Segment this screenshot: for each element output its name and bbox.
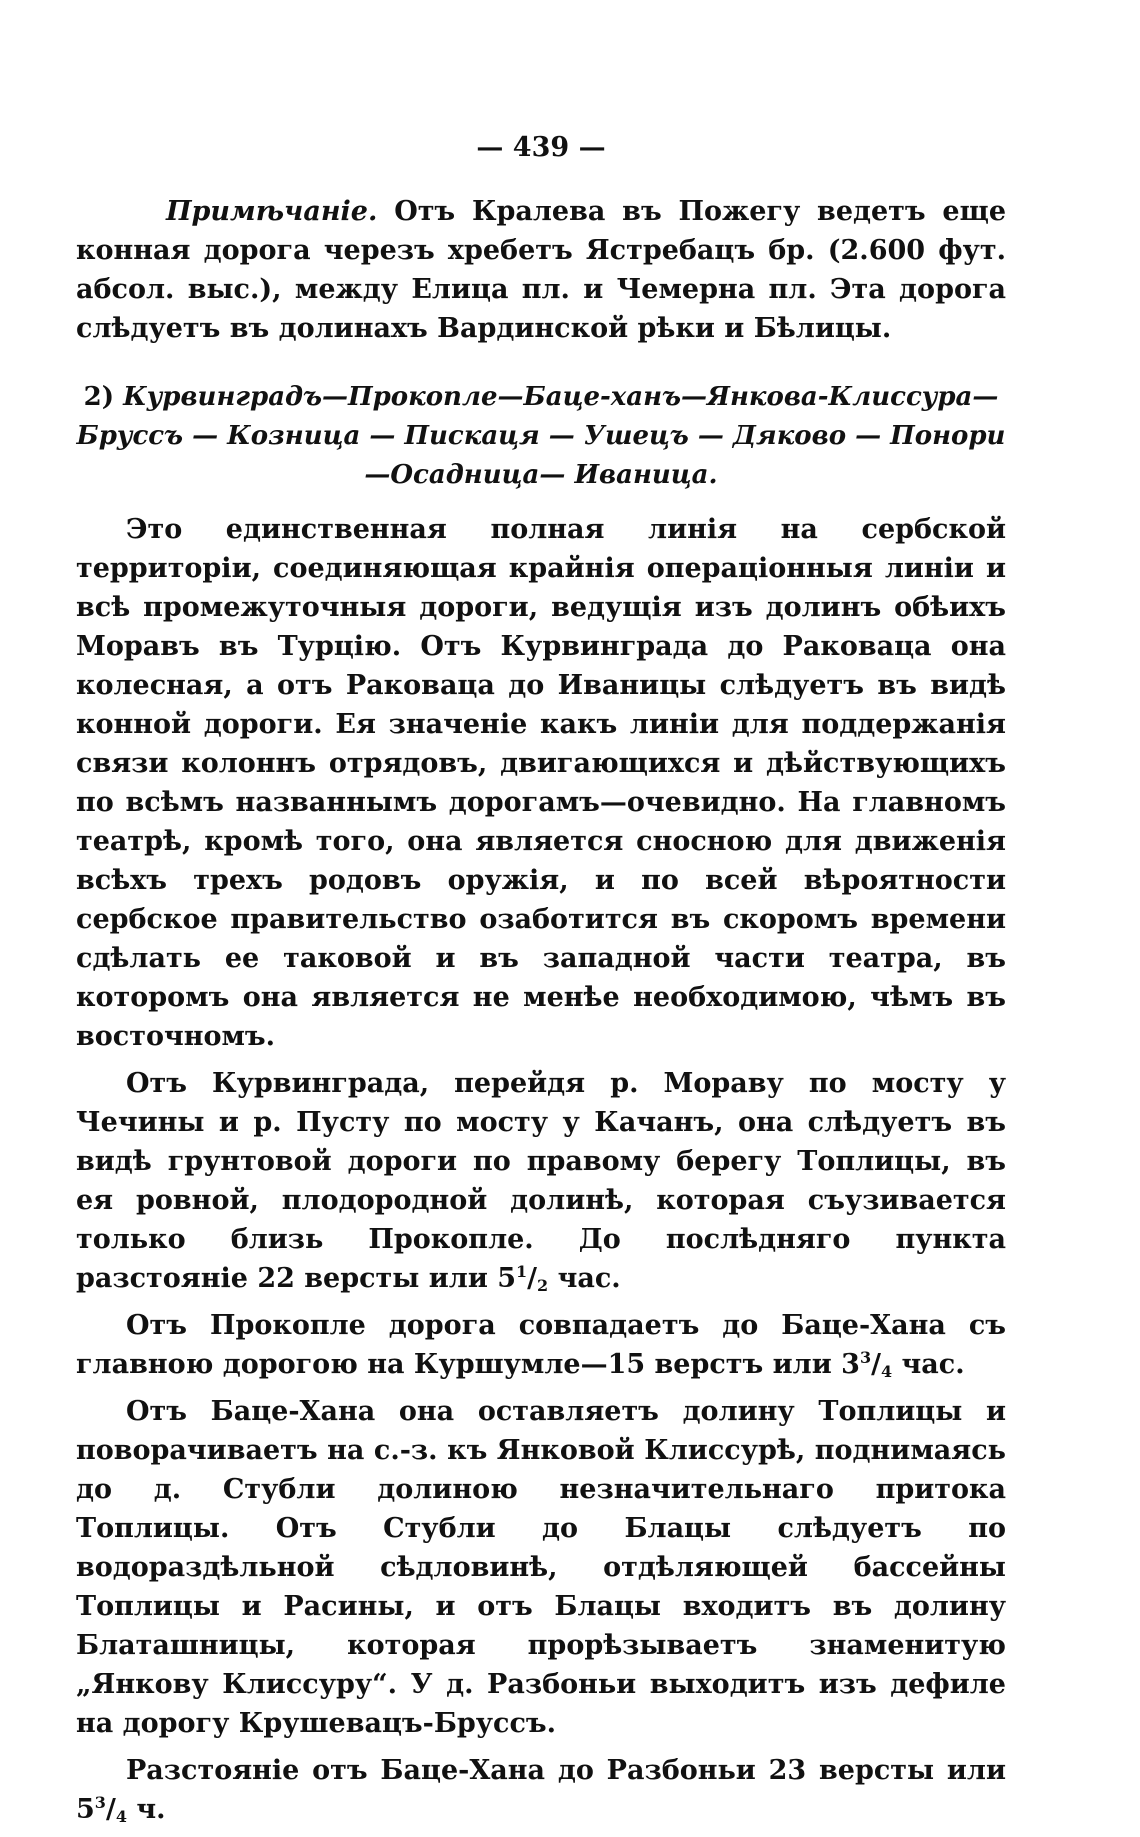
paragraph-5-end: ч. [126,1794,166,1825]
book-page [76,0,1006,1826]
note-label: Примѣчанiе. [166,196,378,227]
fraction-denominator: 2 [537,1276,549,1295]
route-heading [76,378,1006,495]
paragraph-5: Разстоянiе отъ Баце-Хана до Разбоньи 23 версты или $5^3/4$ ч. [76,1755,1006,1826]
fraction-denominator: 4 [115,1807,127,1826]
footnote-paragraph [76,192,1006,348]
route-title: Курвинградъ—Прокопле—Баце-ханъ—Янкова-Клиссура—Бруссъ — Козница — Пискаця — Ушецъ — Дяково — Понори—Осадница— Иваница. [76,382,1006,490]
route-number: 2) [83,382,115,412]
paragraph-5-text: Разстоянiе отъ Баце-Хана до Разбоньи 23 версты или 5 [76,1755,1006,1825]
fraction-denominator: 4 [880,1362,893,1381]
paragraph-1: Это единственная полная линiя на сербской территорiи, соединяющая крайнiя операцiонныя линiи и всѣ промежуточныя дороги, ведущiя изъ долинъ обѣихъ Моравъ въ Турцiю. Отъ Курвинграда до Раковаца она колесная, а отъ Раковаца до Иваницы слѣдуетъ въ видѣ конной дороги. Ея значенiе какъ линiи для поддержанiя связи колоннъ отрядовъ, двигающихся и дѣйствующихъ по всѣмъ названнымъ дорогамъ—очевидно. На главномъ театрѣ, кромѣ того, она является сносною для движенiя всѣхъ трехъ родовъ оружiя, и по всей вѣроятности сербское правительство озаботится въ скоромъ времени сдѣлать ее таковой и въ западной части театра, въ которомъ она является не менѣе необходимою, чѣмъ въ восточномъ. [76,514,1006,1052]
fraction-numerator: 3 [94,1793,106,1812]
paragraph-2-text: Отъ Курвинграда, перейдя р. Мораву по мосту у Чечины и р. Пусту по мосту у Качанъ, она слѣдуетъ въ видѣ грунтовой дороги по правому берегу Топлицы, въ ея ровной, плодородной долинѣ, которая съузивается только близь Прокопле. До послѣдняго пункта разстоянiе 22 версты или 5 [76,1068,1006,1294]
paragraph-2-end: час. [548,1263,621,1294]
fraction-numerator: 1 [516,1262,528,1281]
body-text [76,510,1006,1837]
paragraph-3-text: Отъ Прокопле дорога совпадаетъ до Баце-Хана съ главною дорогою на Куршумле—15 верстъ или 3 [76,1310,1006,1380]
page-number: — 439 — [476,132,606,163]
paragraph-3: Отъ Прокопле дорога совпадаетъ до Баце-Хана съ главною дорогою на Куршумле—15 верстъ или $3^3/4$ час. [76,1310,1006,1381]
paragraph-2: Отъ Курвинграда, перейдя р. Мораву по мосту у Чечины и р. Пусту по мосту у Качанъ, она слѣдуетъ въ видѣ грунтовой дороги по правому берегу Топлицы, въ ея ровной, плодородной долинѣ, которая съузивается только близь Прокопле. До послѣдняго пункта разстоянiе 22 версты или $5^1/2$ час. [76,1068,1006,1295]
paragraph-3-end: час. [892,1349,965,1380]
paragraph-4: Отъ Баце-Хана она оставляетъ долину Топлицы и поворачиваетъ на с.-з. къ Янковой Клиссурѣ, поднимаясь до д. Стубли долиною незначительнаго притока Топлицы. Отъ Стубли до Блацы слѣдуетъ по водораздѣльной сѣдловинѣ, отдѣляющей бассейны Топлицы и Расины, и отъ Блацы входитъ въ долину Блаташницы, которая прорѣзываетъ знаменитую „Янкову Клиссуру“. У д. Разбоньи выходитъ изъ дефиле на дорогу Крушевацъ-Бруссъ. [76,1396,1006,1739]
note-text: Отъ Кралева въ Пожегу ведетъ еще конная дорога черезъ хребетъ Ястребацъ бр. (2.600 фут. абсол. выс.), между Елица пл. и Чемерна пл. Эта дорога слѣдуетъ въ долинахъ Вардинской рѣки и Бѣлицы. [76,196,1006,344]
fraction-numerator: 3 [859,1348,872,1367]
